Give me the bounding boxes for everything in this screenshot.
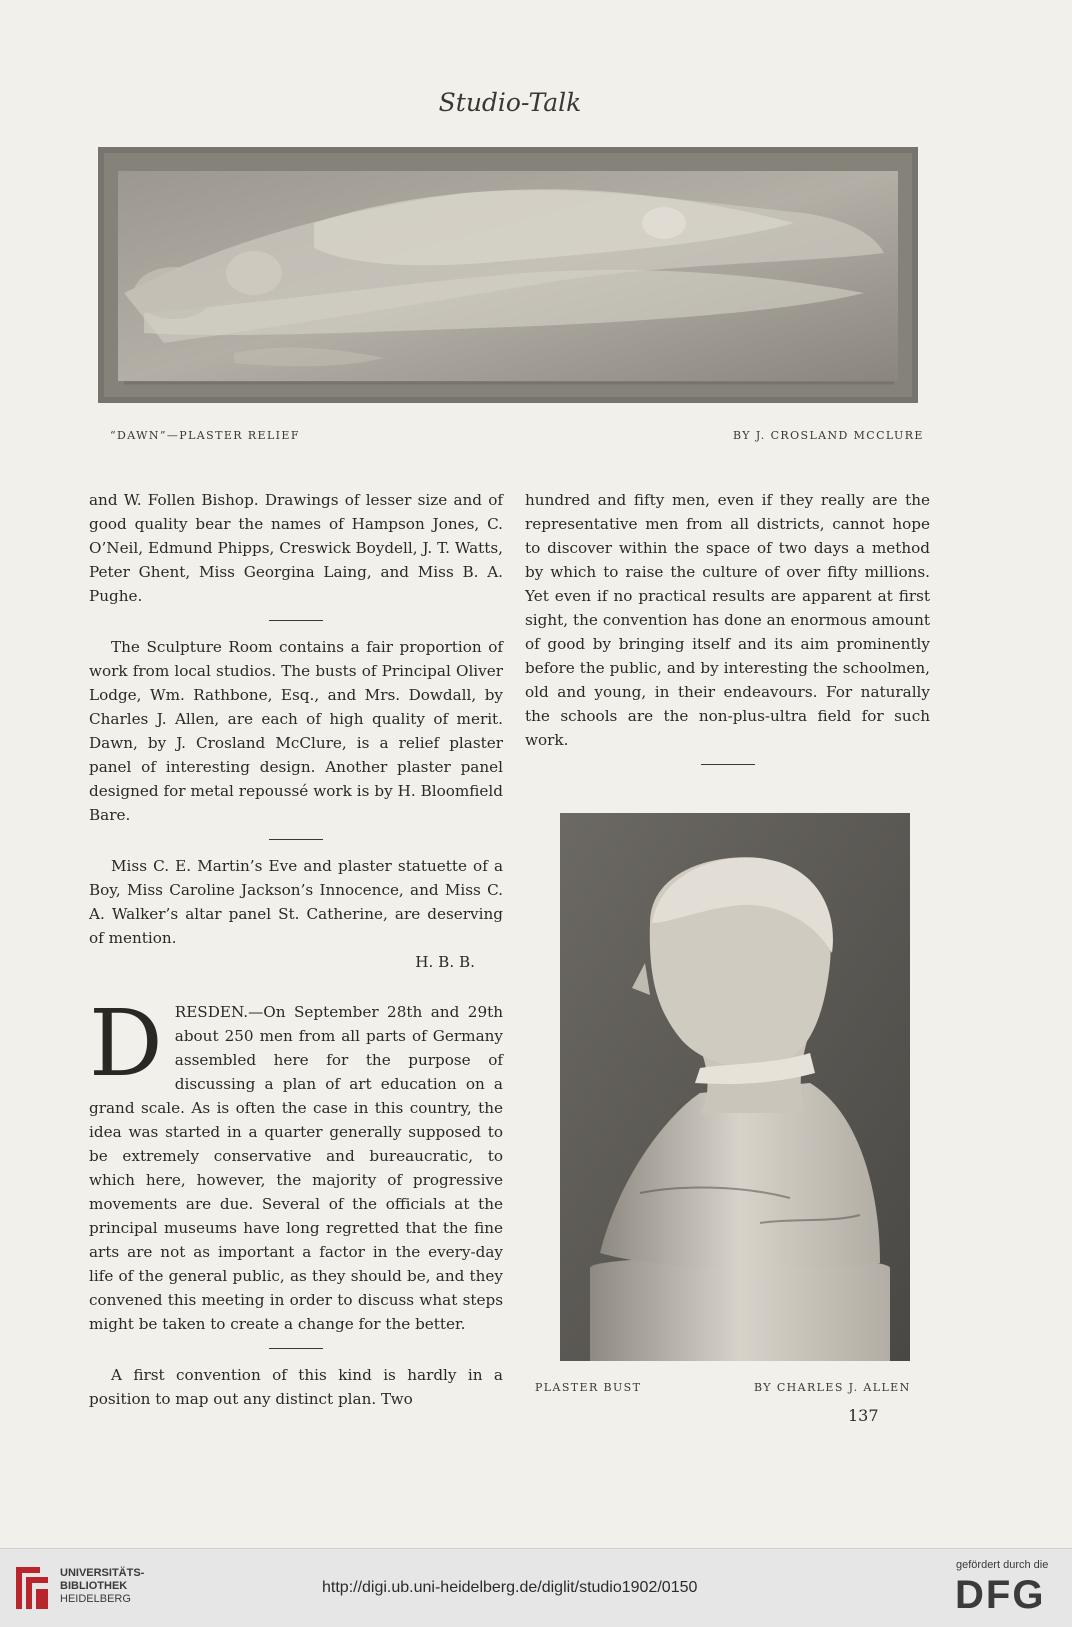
digitization-footer bbox=[0, 1548, 1072, 1627]
dawn-relief-image bbox=[98, 147, 918, 403]
left-paragraph-3: Miss C. E. Martin’s Eve and plaster statuette of a Boy, Miss Caroline Jackson’s Innocence, and Miss C. A. Walker’s altar panel St. Catherine, are deserving of mention. bbox=[89, 857, 503, 947]
relief-caption-credit: BY J. CROSLAND MCCLURE bbox=[733, 429, 924, 442]
funding-label: gefördert durch die bbox=[956, 1559, 1049, 1571]
page-number: 137 bbox=[848, 1406, 879, 1425]
dfg-logo: DFG bbox=[955, 1573, 1046, 1617]
plaster-bust-image bbox=[560, 813, 910, 1361]
right-paragraph-1: hundred and fifty men, even if they really are the representative men from all districts, cannot hope to discover within the space of two days a method by which to raise the culture of over fifty millions. Yet even if no practical results are apparent at first sight, the convention has done an enormous amount of good by bringing itself and its aim prominently before the public, and by interesting the schoolmen, old and young, in their endeavours. For naturally the schools are the non-plus-ultra field for such work. bbox=[525, 491, 930, 749]
library-name-line: UNIVERSITÄTS- bbox=[60, 1567, 145, 1579]
author-signature: H. B. B. bbox=[415, 953, 475, 971]
permalink-url[interactable]: http://digi.ub.uni-heidelberg.de/diglit/studio1902/0150 bbox=[322, 1579, 698, 1596]
bust-caption-title: PLASTER BUST bbox=[535, 1381, 642, 1394]
left-paragraph-1: and W. Follen Bishop. Drawings of lesser size and of good quality bear the names of Hampson Jones, C. O’Neil, Edmund Phipps, Creswick Boydell, J. T. Watts, Peter Ghent, Miss Georgina Laing, and Miss B. A. Pughe. bbox=[89, 491, 503, 605]
section-rule bbox=[701, 764, 755, 765]
relief-caption-title: “DAWN”—PLASTER RELIEF bbox=[110, 429, 300, 442]
bust-caption-credit: BY CHARLES J. ALLEN bbox=[754, 1381, 911, 1394]
section-rule bbox=[269, 839, 323, 840]
library-name-line: HEIDELBERG bbox=[60, 1593, 131, 1605]
left-paragraph-5: A first convention of this kind is hardly in a position to map out any distinct plan. Two bbox=[89, 1366, 503, 1408]
dresden-text: RESDEN.—On September 28th and 29th about 250 men from all parts of Germany assembled here for the purpose of discussing a plan of art education on a grand scale. As is often the case in this country, the idea was started in a quarter generally supposed to be extremely conservative and bureaucratic, to which here, however, the majority of progressive movements are due. Several of the officials at the principal museums have long regretted that the fine arts are not as important a factor in the every-day life of the general public, as they should be, and they convened this meeting in order to discuss what steps might be taken to create a change for the better. bbox=[89, 1003, 503, 1333]
relief-illustration bbox=[104, 153, 912, 397]
right-column bbox=[525, 488, 930, 779]
drop-cap: D bbox=[89, 990, 163, 1097]
section-rule bbox=[269, 1348, 323, 1349]
library-name-line: BIBLIOTHEK bbox=[60, 1580, 128, 1592]
running-head: Studio-Talk bbox=[438, 88, 582, 117]
left-column bbox=[89, 488, 503, 1411]
university-library-logo-icon bbox=[12, 1561, 52, 1615]
dresden-paragraph bbox=[89, 990, 503, 1336]
section-rule bbox=[269, 620, 323, 621]
left-paragraph-2: The Sculpture Room contains a fair proportion of work from local studios. The busts of Principal Oliver Lodge, Wm. Rathbone, Esq., and Mrs. Dowdall, by Charles J. Allen, are each of high quality of merit. Dawn, by J. Crosland McClure, is a relief plaster panel of interesting design. Another plaster panel designed for metal repoussé work is by H. Bloomfield Bare. bbox=[89, 638, 503, 824]
bust-illustration bbox=[560, 813, 910, 1361]
library-name bbox=[60, 1567, 144, 1606]
